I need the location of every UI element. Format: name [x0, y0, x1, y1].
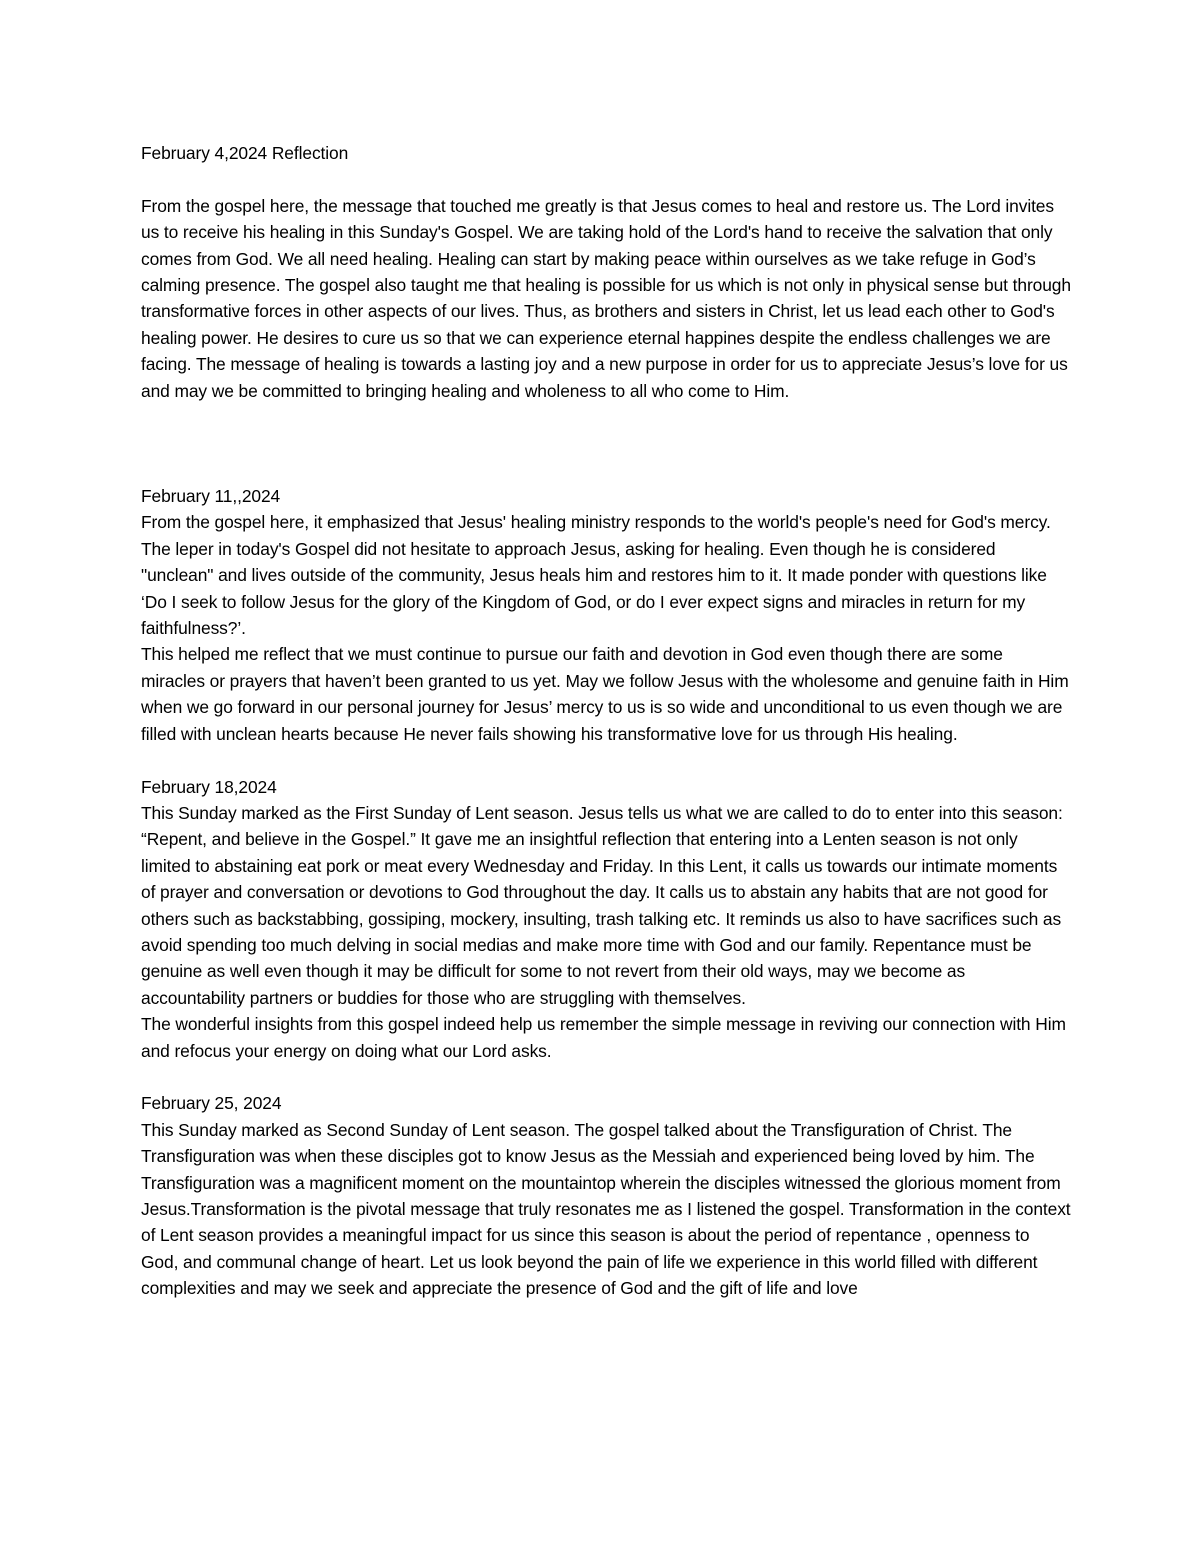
reflection-entry-feb-25 — [141, 1090, 1071, 1301]
entry-paragraph: The wonderful insights from this gospel indeed help us remember the simple message in reviving our connection with Him and refocus your energy on doing what our Lord asks. — [141, 1014, 1066, 1061]
document-page — [141, 140, 1071, 1302]
reflection-entry-feb-18 — [141, 774, 1071, 1064]
entry-paragraph: From the gospel here, the message that touched me greatly is that Jesus comes to heal and restore us. The Lord invites us to receive his healing in this Sunday's Gospel. We are taking hold of the Lord's hand to receive the salvation that only comes from God. We all need healing. Healing can start by making peace within ourselves as we take refuge in God’s calming presence. The gospel also taught me that healing is possible for us which is not only in physical sense but through transformative forces in other aspects of our lives. Thus, as brothers and sisters in Christ, let us lead each other to God's healing power. He desires to cure us so that we can experience eternal happines despite the endless challenges we are facing. The message of healing is towards a lasting joy and a new purpose in order for us to appreciate Jesus’s love for us and may we be committed to bringing healing and wholeness to all who come to Him. — [141, 195, 1071, 401]
reflection-entry-feb-11 — [141, 483, 1071, 747]
entry-paragraph: From the gospel here, it emphasized that Jesus' healing ministry responds to the world's people's need for God's mercy. The leper in today's Gospel did not hesitate to approach Jesus, asking for healing. Even though he is considered "unclean" and lives outside of the community, Jesus heals him and restores him to it. It made ponder with questions like ‘Do I seek to follow Jesus for the glory of the Kingdom of God, or do I ever expect signs and miracles in return for my faithfulness?’. — [141, 512, 1051, 639]
entry-paragraph: This Sunday marked as the First Sunday of Lent season. Jesus tells us what we are called to do to enter into this season: “Repent, and believe in the Gospel.” It gave me an insightful reflection that entering into a Lenten season is not only limited to abstaining eat pork or meat every Wednesday and Friday. In this Lent, it calls us towards our intimate moments of prayer and conversation or devotions to God throughout the day. It calls us to abstain any habits that are not good for others such as backstabbing, gossiping, mockery, insulting, trash talking etc. It reminds us also to have sacrifices such as avoid spending too much delving in social medias and make more time with God and our family. Repentance must be genuine as well even though it may be difficult for some to not revert from their old ways, may we become as accountability partners or buddies for those who are struggling with themselves. — [141, 802, 1063, 1008]
entry-title: February 18,2024 — [141, 776, 277, 797]
entry-paragraph: This helped me reflect that we must continue to pursue our faith and devotion in God even though there are some miracles or prayers that haven’t been granted to us yet. May we follow Jesus with the wholesome and genuine faith in Him when we go forward in our personal journey for Jesus’ mercy to us is so wide and unconditional to us even though we are filled with unclean hearts because He never fails showing his transformative love for us through His healing. — [141, 644, 1069, 744]
entry-paragraph: This Sunday marked as Second Sunday of Lent season. The gospel talked about the Transfiguration of Christ. The Transfiguration was when these disciples got to know Jesus as the Messiah and experienced being loved by him. The Transfiguration was a magnificent moment on the mountaintop wherein the disciples witnessed the glorious moment from Jesus.Transformation is the pivotal message that truly resonates me as I listened the gospel. Transformation in the context of Lent season provides a meaningful impact for us since this season is about the period of repentance , openness to God, and communal change of heart. Let us look beyond the pain of life we experience in this world filled with different complexities and may we seek and appreciate the presence of God and the gift of life and love — [141, 1119, 1071, 1299]
entry-title: February 25, 2024 — [141, 1093, 282, 1114]
reflection-entry-feb-4 — [141, 140, 1071, 404]
entry-title: February 11,,2024 — [141, 486, 281, 507]
entry-title: February 4,2024 Reflection — [141, 143, 349, 163]
